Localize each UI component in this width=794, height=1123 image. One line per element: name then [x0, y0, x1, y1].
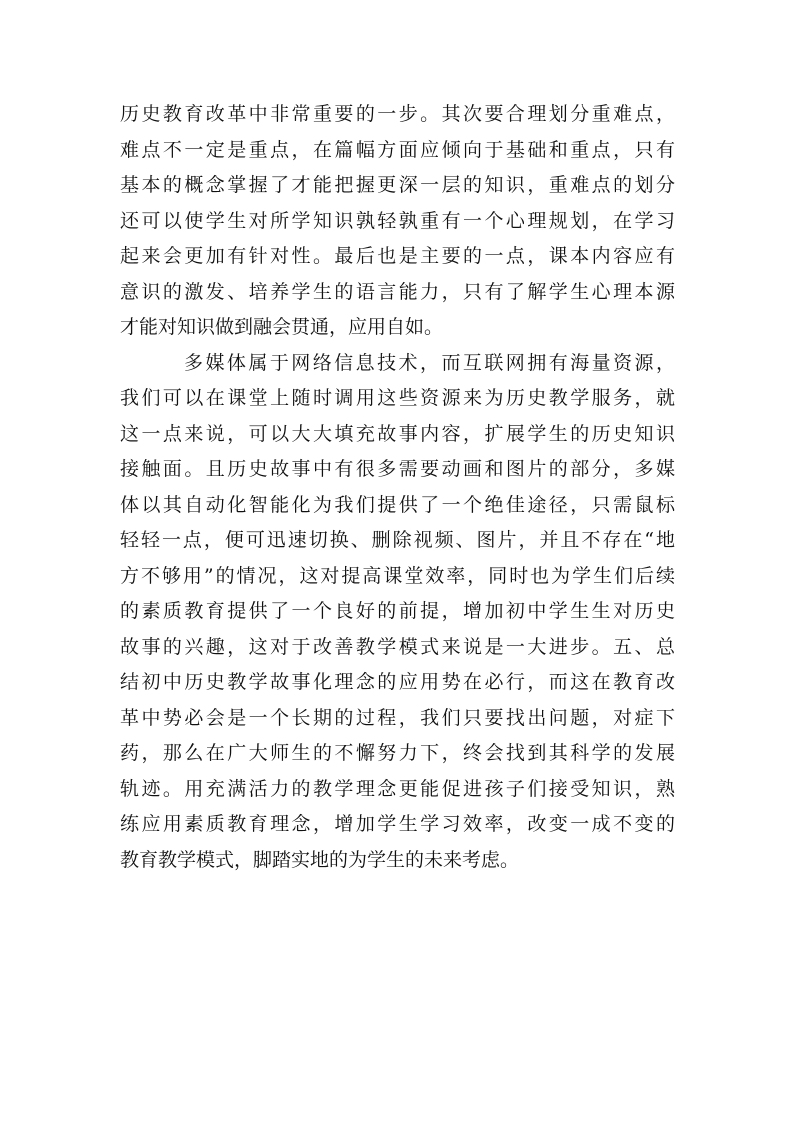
text-line: 我们可以在课堂上随时调用这些资源来为历史教学服务，就 [120, 387, 675, 409]
text-line: 轨迹。用充满活力的教学理念更能促进孩子们接受知识，熟 [120, 777, 675, 800]
text-line: 难点不一定是重点，在篇幅方面应倾向于基础和重点，只有 [120, 138, 675, 161]
text-line: 教育教学模式，脚踏实地的为学生的未来考虑。 [120, 848, 520, 871]
text-line: 接触面。且历史故事中有很多需要动画和图片的部分，多媒 [120, 458, 675, 480]
paragraph-2 [120, 346, 675, 879]
text-line: 革中势必会是一个长期的过程，我们只要找出问题，对症下 [120, 706, 675, 729]
text-line: 还可以使学生对所学知识孰轻孰重有一个心理规划，在学习 [120, 209, 675, 232]
text-line: 轻轻一点，便可迅速切换、删除视频、图片，并且不存在“地 [120, 529, 675, 551]
text-line: 历史教育改革中非常重要的一步。其次要合理划分重难点， [120, 103, 675, 125]
text-line: 基本的概念掌握了才能把握更深一层的知识，重难点的划分 [120, 174, 675, 196]
text-line: 练应用素质教育理念，增加学生学习效率，改变一成不变的 [120, 813, 675, 835]
text-line: 意识的激发、培养学生的语言能力，只有了解学生心理本源 [120, 280, 675, 303]
document-body [120, 97, 675, 878]
text-line: 这一点来说，可以大大填充故事内容，扩展学生的历史知识 [120, 422, 675, 445]
text-line: 结初中历史教学故事化理念的应用势在必行，而这在教育改 [120, 671, 675, 693]
paragraph-1 [120, 97, 675, 346]
text-line: 故事的兴趣，这对于改善教学模式来说是一大进步。五、总 [120, 635, 675, 658]
text-line: 药，那么在广大师生的不懈努力下，终会找到其科学的发展 [120, 742, 675, 764]
text-line: 体以其自动化智能化为我们提供了一个绝佳途径，只需鼠标 [120, 493, 675, 516]
text-line: 的素质教育提供了一个良好的前提，增加初中学生生对历史 [120, 600, 675, 622]
text-line: 多媒体属于网络信息技术，而互联网拥有海量资源， [184, 351, 675, 374]
text-line: 起来会更加有针对性。最后也是主要的一点，课本内容应有 [120, 245, 675, 267]
text-line: 方不够用”的情况，这对提高课堂效率，同时也为学生们后续 [120, 564, 675, 587]
text-line: 才能对知识做到融会贯通，应用自如。 [120, 316, 444, 338]
